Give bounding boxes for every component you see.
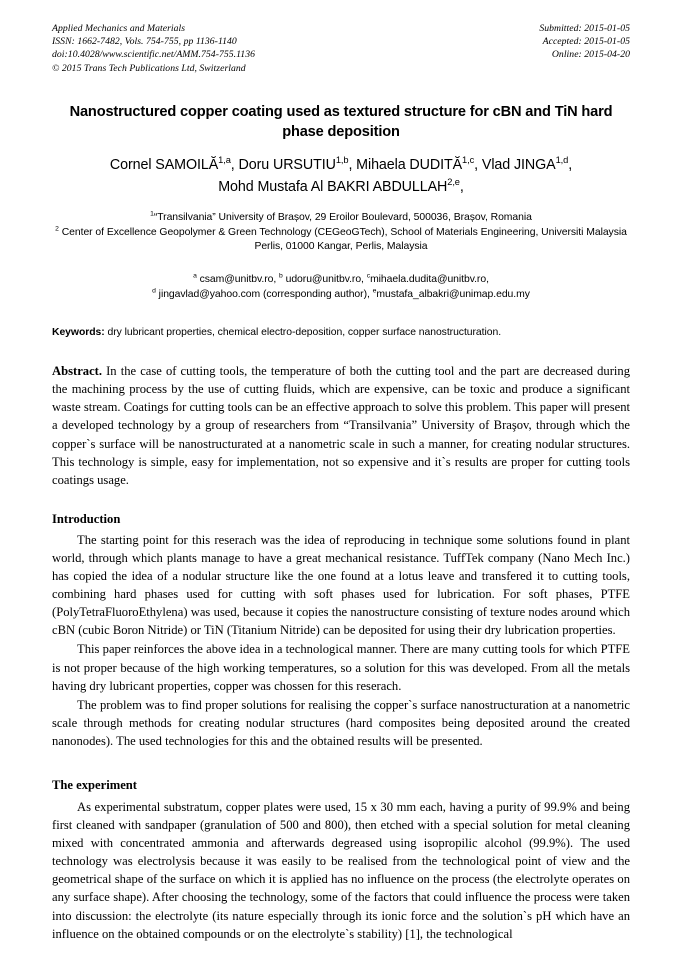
section-heading-experiment: The experiment bbox=[52, 777, 137, 792]
submitted-date: Submitted: 2015-01-05 bbox=[539, 23, 630, 34]
abstract-text: In the case of cutting tools, the temperature of both the cutting tool and the part are decreased during the machining process by the use of cutting fluids, which are expensive, can be toxic and produce a significant waste stream. Coatings for cutting tools can be an effective approach to solve this problem. This paper will present a developed technology by a group of researchers from “Transilvania” University of Braşov, through which the copper`s surface will be nanostructurated at a nanometric scale in such a manner, for creating nodular structures. This technology is simple, easy for implementation, not so expensive and it`s results are proper for cutting tools coatings usage. bbox=[52, 364, 630, 487]
introduction-paragraph-1: The starting point for this reserach was the idea of reproducing in technique some solutions found in plant world, through which plants manage to have a great mechanical resistance. TuffTek company (Nano Mech Inc.) has copied the idea of a nodular structure like the one found at a lotus leave and transfered it to cutting tools, combining hard phases used for cutting with soft phases used for lubrication. For soft phases, PTFE (PolyTetraFluoroEthylena) was used, because it copies the nanostructure consisting of texture nodes around which cBN (cubic Boron Nitride) or TiN (Titanium Nitride) can be deposited for using their dry lubrication properties. bbox=[52, 532, 630, 638]
journal-name: Applied Mechanics and Materials bbox=[52, 23, 186, 34]
journal-header-right bbox=[539, 22, 630, 62]
journal-doi: doi:10.4028/www.scientific.net/AMM.754-755.1136 bbox=[52, 49, 255, 61]
journal-copyright: © 2015 Trans Tech Publications Ltd, Switzerland bbox=[52, 62, 246, 74]
section-heading-introduction: Introduction bbox=[52, 511, 121, 526]
introduction-paragraph-3: The problem was to find proper solutions for realising the copper`s surface nanostructuration at a nanometric scale through methods for creating nodular structures (hard composites being deposited around the created nanonodes). The used technologies for this and the obtained results will be presented. bbox=[52, 697, 630, 748]
author-emails: $^a$ csam@unitbv.ro, $^b$ udoru@unitbv.ro, $^c$mihaela.dudita@unitbv.ro, $^d$ jingavlad@yahoo.com (corresponding author), $^e$mustafa_albakri@unimap.edu.my bbox=[152, 272, 530, 301]
keywords-line bbox=[52, 325, 630, 340]
affiliation-list: $^1$“Transilvania” University of Brașov, 29 Eroilor Boulevard, 500036, Brașov, Romania $^2$ Center of Excellence Geopolymer & Green Technology (CEGeoGTech), School of Materials Engineering, Universiti Malaysia Perlis, 01000 Kangar, Perlis, Malaysia bbox=[55, 210, 627, 253]
author-list: Cornel SAMOILĂ$^{1,a}$, Doru URSUTIU$^{1,b}$, Mihaela DUDITĂ$^{1,c}$, Vlad JINGA$^{1,d}$, Mohd Mustafa Al BAKRI ABDULLAH$^{2,e}$, bbox=[109, 155, 573, 195]
online-date: Online: 2015-04-20 bbox=[551, 49, 630, 61]
experiment-paragraph-1: As experimental substratum, copper plates were used, 15 x 30 mm each, having a purity of 99.9% and being first cleaned with sandpaper (granulation of 500 and 800), then etched with a special solution for metal cleaning mixed with concentrated ammonia and afterwards degreased using isopropilic alcohol (99.9%). The used technology was electrolysis because it was easily to be realised from the technological point of view and the geometrical shape of the surface on which it is applied has no influence on the process (the electrolyte operates on any surface shape). After choosing the technology, some of the factors that could influence the process were taken into discussion: the electrolyte (its nature especially through its ionic force and the solution`s pH which have an influence on the obtained compounds or on the electrolyte`s stability) [1], the technological bbox=[52, 799, 630, 941]
journal-header bbox=[52, 22, 630, 75]
introduction-paragraph-2: This paper reinforces the above idea in a technological manner. There are many cutting tools for which PTFE is not proper because of the high working temperatures, so a solution for this was developed. From all the metals having dry lubricant properties, copper was chossen for this reserach. bbox=[52, 642, 630, 693]
page-title: Nanostructured copper coating used as textured structure for cBN and TiN hard phase deposition bbox=[69, 103, 613, 141]
keywords-text: dry lubricant properties, chemical electro-deposition, copper surface nanostructuration. bbox=[104, 327, 502, 339]
accepted-date: Accepted: 2015-01-05 bbox=[542, 36, 630, 48]
journal-header-left bbox=[52, 22, 255, 75]
abstract-block bbox=[52, 362, 630, 489]
journal-issn-volume: ISSN: 1662-7482, Vols. 754-755, pp 1136-1140 bbox=[52, 36, 237, 48]
abstract-label: Abstract. bbox=[52, 364, 103, 379]
keywords-label: Keywords: bbox=[52, 327, 105, 339]
